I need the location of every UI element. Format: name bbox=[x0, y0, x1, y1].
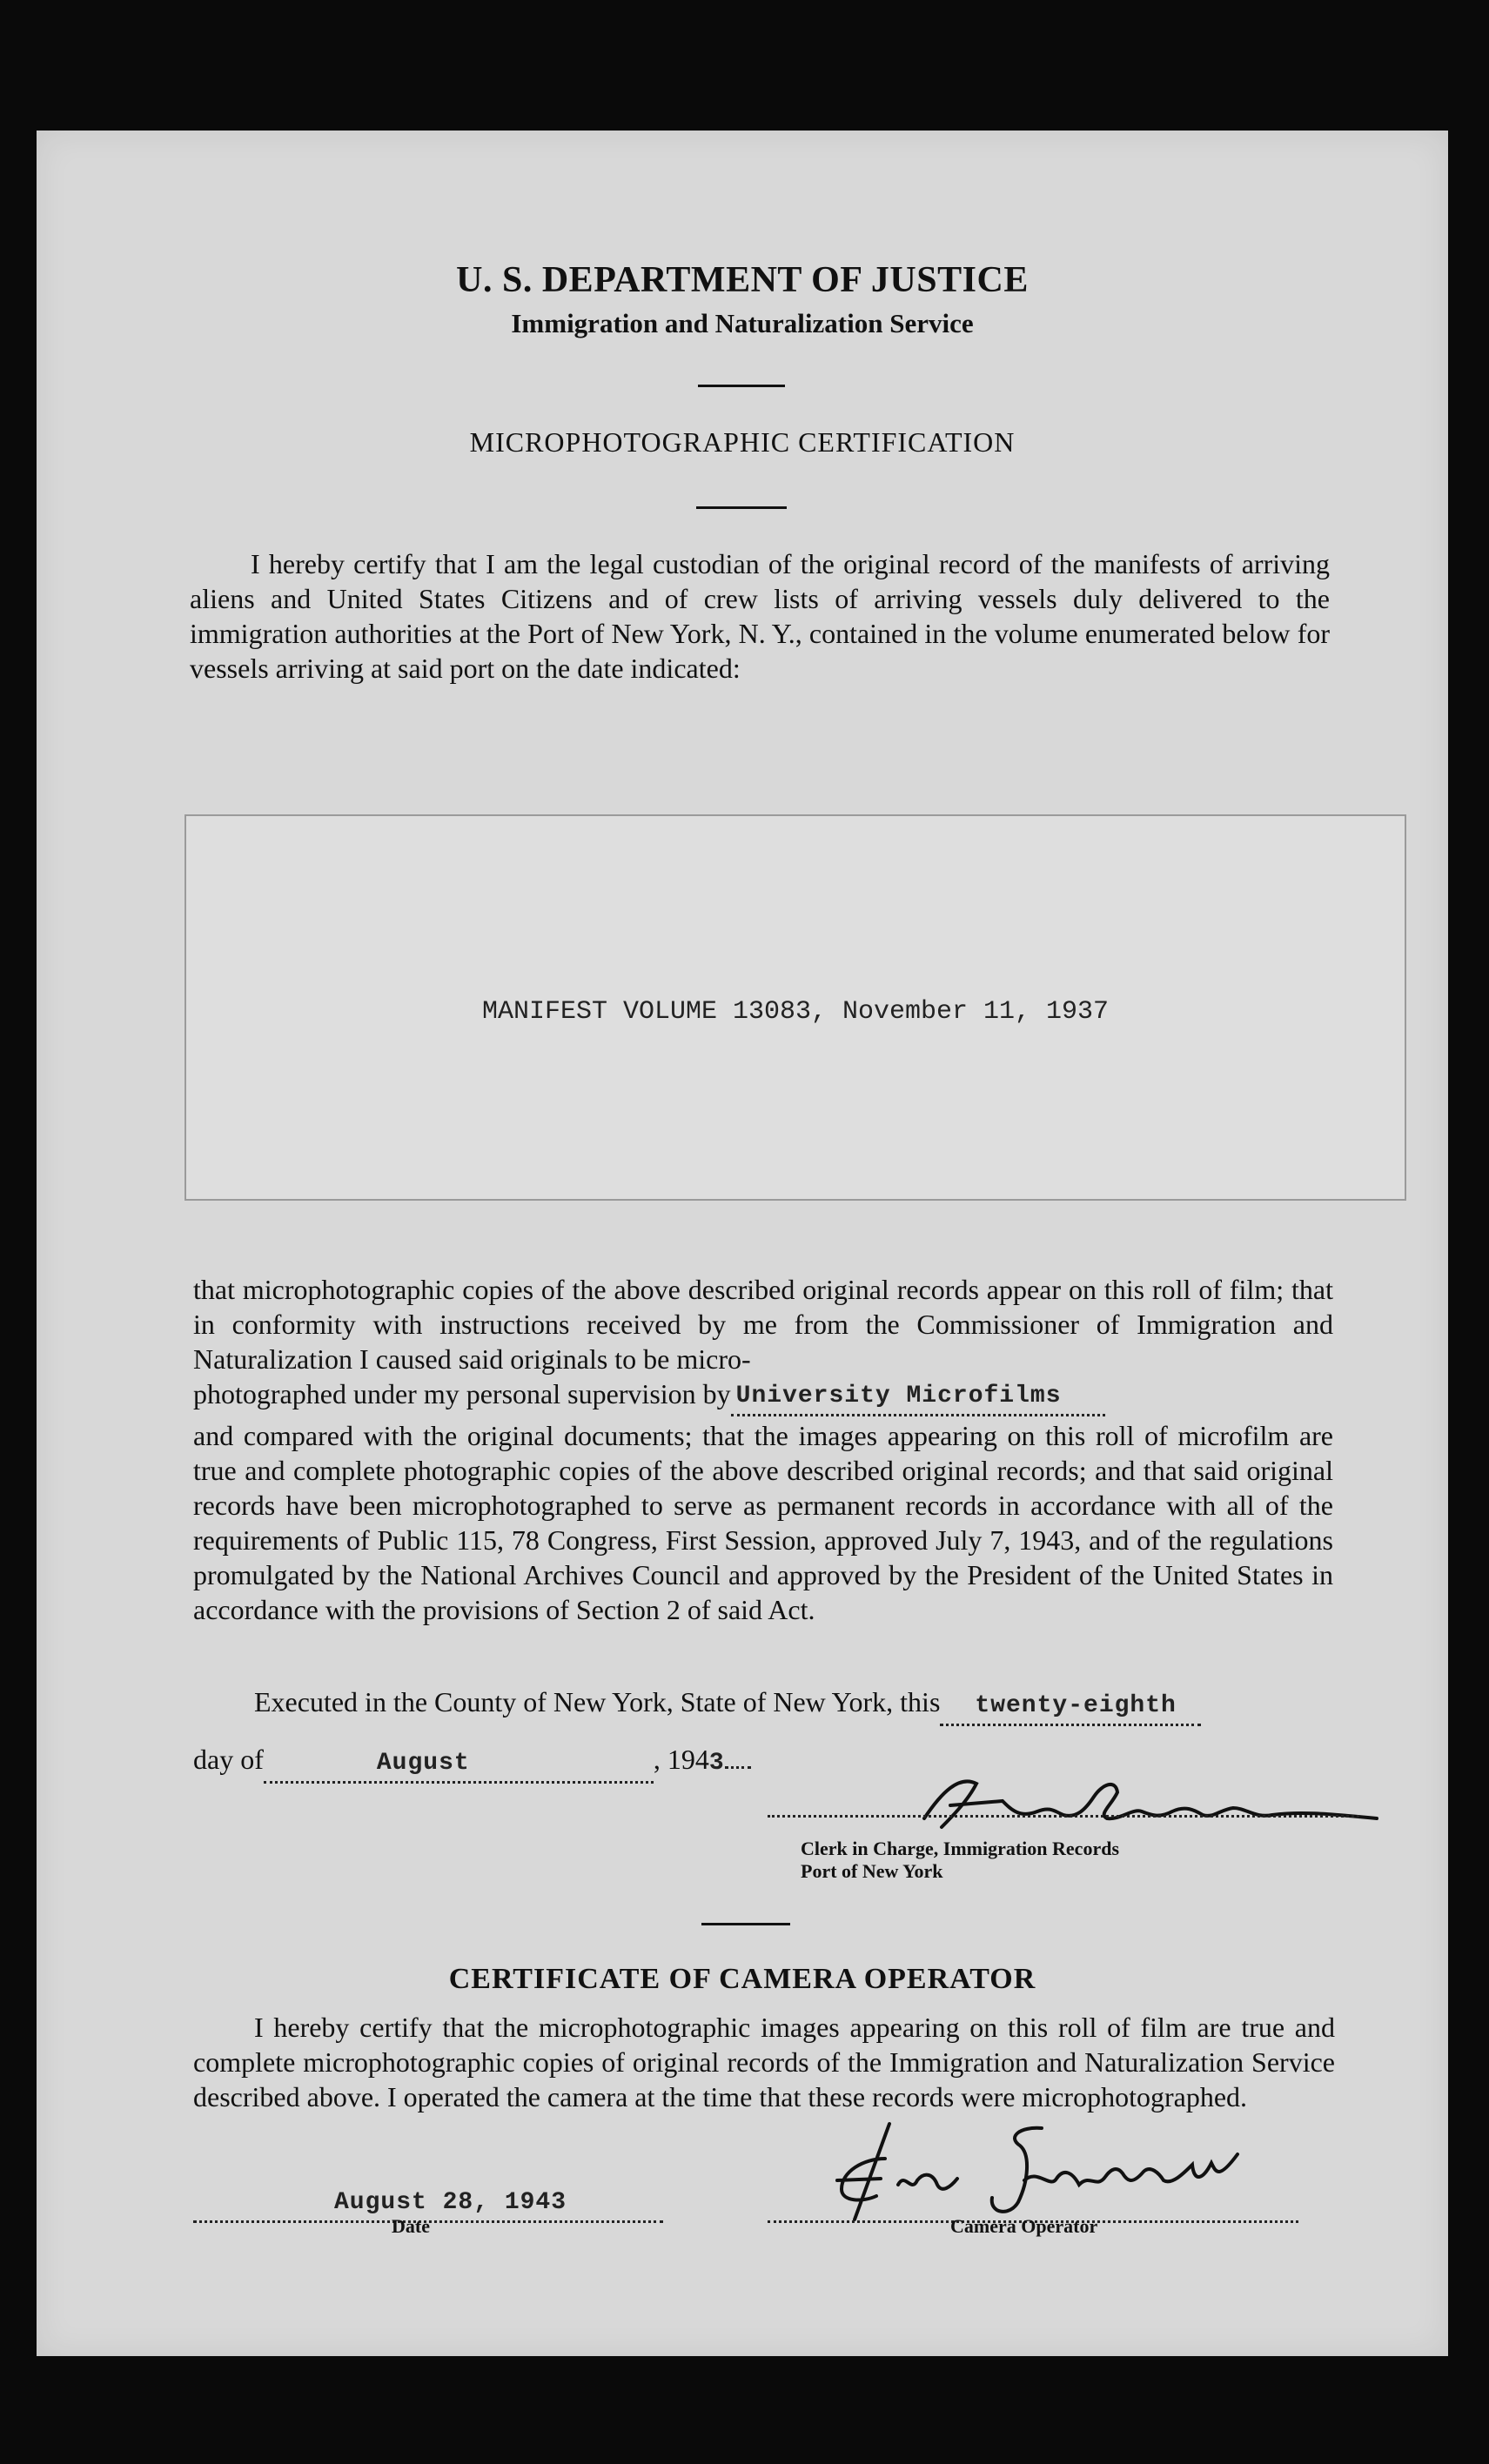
year-digit: 3 bbox=[708, 1750, 725, 1777]
date-line: day of August , 1943 bbox=[193, 1742, 976, 1784]
intro-paragraph bbox=[190, 546, 1330, 686]
camera-paragraph bbox=[193, 2010, 1335, 2114]
year-prefix: 194 bbox=[667, 1744, 709, 1775]
supervisor-field bbox=[731, 1375, 1105, 1416]
supervisor-value: University Microfilms bbox=[735, 1383, 1062, 1409]
certification-title: MICROPHOTOGRAPHIC CERTIFICATION bbox=[469, 426, 1016, 458]
month-value: August bbox=[376, 1750, 470, 1777]
manifest-box bbox=[184, 814, 1406, 1201]
day-of-label: day of bbox=[193, 1744, 264, 1775]
clerk-signature-line bbox=[768, 1815, 1359, 1818]
clerk-signature bbox=[889, 1758, 1394, 1845]
camera-operator-label: Camera Operator bbox=[950, 2215, 1098, 2237]
execution-prefix: Executed in the County of New York, State of New York, this bbox=[254, 1686, 941, 1717]
manifest-volume-text: MANIFEST VOLUME 13083, November 11, 1937 bbox=[481, 997, 1110, 1027]
supervision-line bbox=[193, 1376, 1333, 1418]
body-text-2: and compared with the original documents; that the images appearing on this roll of microfilm are true and complete photographic copies of the above described original records; and that said original records have been microphotographed to serve as permanent records in accordance with all of the requirements of Public 115, 78 Congress, First Session, approved July 7, 1943, and of the regulations promulgated by the National Archives Council and approved by the President of the United States in accordance with the provisions of Section 2 of said Act. bbox=[193, 1420, 1333, 1625]
clerk-title-line1: Clerk in Charge, Immigration Records bbox=[801, 1838, 1120, 1859]
divider bbox=[701, 1923, 790, 1925]
divider bbox=[696, 506, 787, 509]
camera-date-label: Date bbox=[392, 2215, 430, 2237]
clerk-title-line2: Port of New York bbox=[801, 1860, 943, 1882]
clerk-title bbox=[801, 1838, 1323, 1883]
divider bbox=[698, 385, 785, 387]
department-heading: U. S. DEPARTMENT OF JUSTICE bbox=[456, 260, 1029, 300]
body-text-1: that microphotographic copies of the above described original records appear on this roll of film; that in conformity with instructions received by me from the Commissioner of Immigration and Naturalization I caused said originals to be micro- bbox=[193, 1274, 1333, 1375]
camera-text: I hereby certify that the microphotographic images appearing on this roll of film are true and complete microphotographic copies of original records of the Immigration and Naturalization Service described above. I operated the camera at the time that these records were microphotographed. bbox=[193, 2012, 1335, 2112]
intro-text: I hereby certify that I am the legal custodian of the original record of the manifests of arriving aliens and United States Citizens and of crew lists of arriving vessels duly delivered to the immigration authorities at the Port of New York, N. Y., contained in the volume enumerated below for vessels arriving at said port on the date indicated: bbox=[190, 548, 1330, 684]
execution-line bbox=[254, 1684, 1385, 1726]
certification-body bbox=[193, 1272, 1333, 1627]
month-field bbox=[264, 1742, 654, 1784]
camera-certificate-title: CERTIFICATE OF CAMERA OPERATOR bbox=[448, 1963, 1036, 1995]
supervision-prefix: photographed under my personal supervision by bbox=[193, 1378, 731, 1409]
day-value: twenty-eighth bbox=[975, 1692, 1177, 1719]
day-field bbox=[940, 1684, 1201, 1726]
camera-date-value: August 28, 1943 bbox=[334, 2189, 567, 2216]
service-subheading: Immigration and Naturalization Service bbox=[511, 308, 974, 338]
certificate-sheet bbox=[37, 131, 1448, 2356]
